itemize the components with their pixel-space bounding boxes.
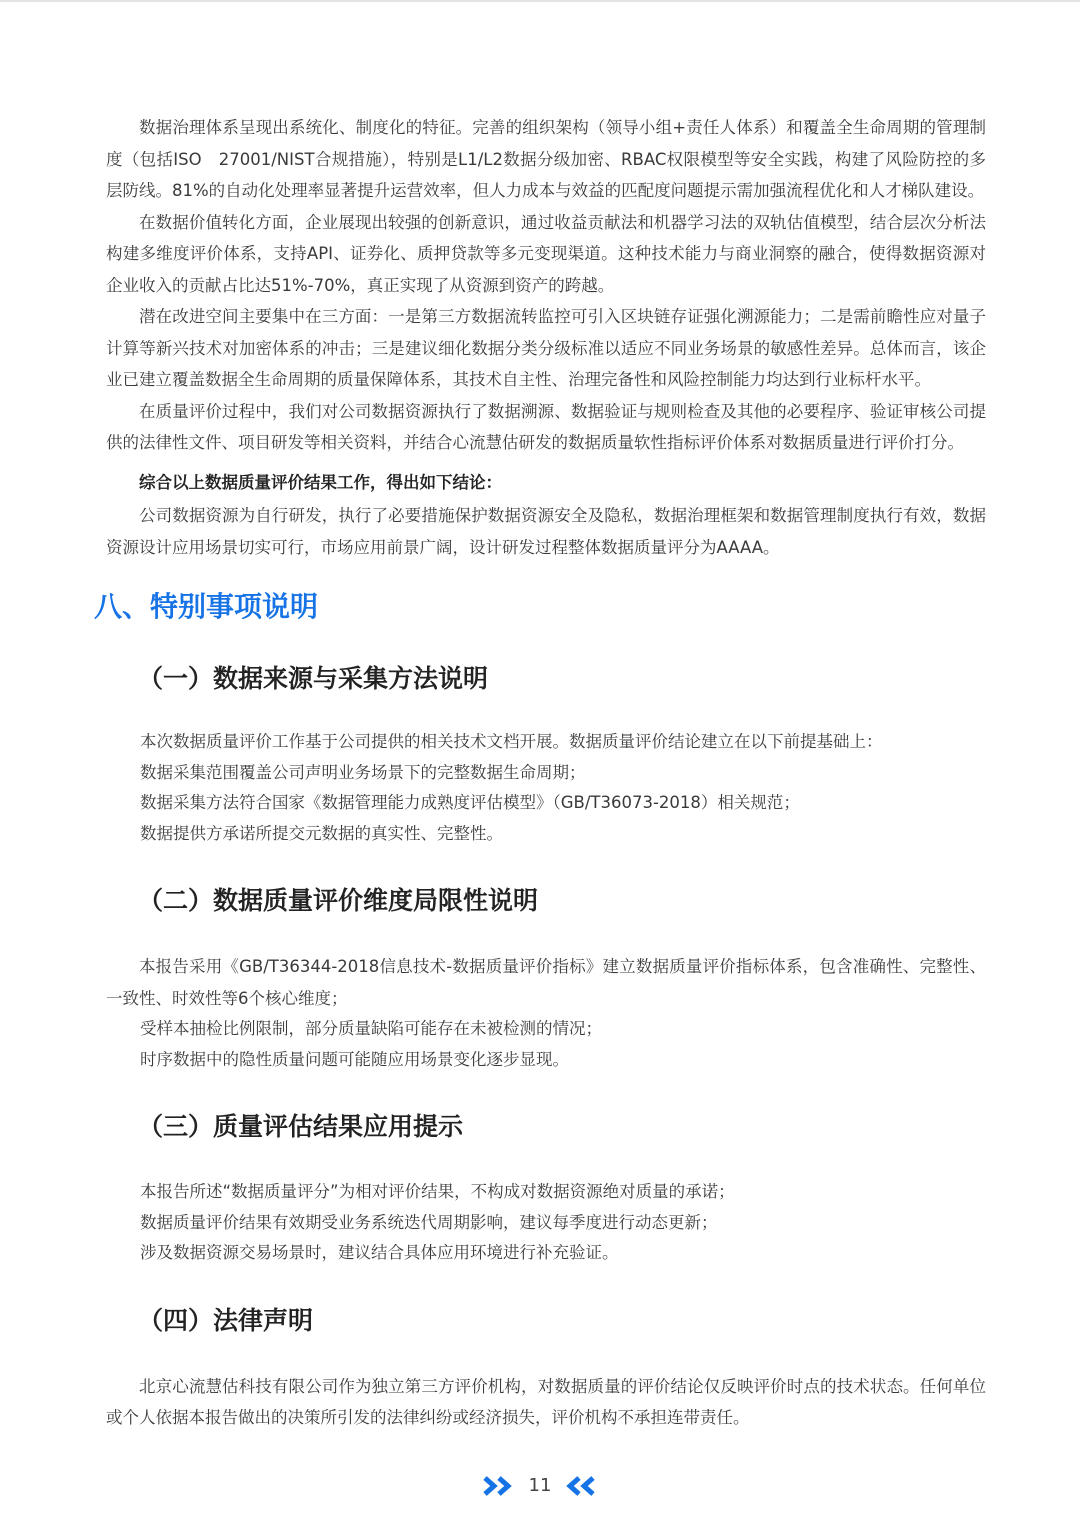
subsection-title-application: （三）质量评估结果应用提示 [138,1112,464,1141]
section-title: 八、特别事项说明 [94,590,319,623]
list-item: 数据采集方法符合国家《数据管理能力成熟度评估模型》（GB/T36073-2018）相关规范； [140,793,800,812]
paragraph-evaluation-process: 在质量评价过程中，我们对公司数据资源执行了数据溯源、数据验证与规则检查及其他的必要程序、验证审核公司提供的法律性文件、项目研发等相关资料，并结合心流慧估研发的数据质量软性指标评价体系对数据质量进行评价打分。 [106,401,986,452]
legal-paragraph: 北京心流慧估科技有限公司作为独立第三方评价机构，对数据质量的评价结论仅反映评价时点的技术状态。任何单位或个人依据本报告做出的决策所引发的法律纠纷或经济损失，评价机构不承担连带责任。 [106,1376,986,1427]
paragraph-improvement: 潜在改进空间主要集中在三方面：一是第三方数据流转监控可引入区块链存证强化溯源能力；二是需前瞻性应对量子计算等新兴技术对加密体系的冲击；三是建议细化数据分类分级标准以适应不同业务场景的敏感性差异。总体而言，该企业已建立覆盖数据全生命周期的质量保障体系，其技术自主性、治理完备性和风险控制能力均达到行业标杆水平。 [106,307,986,389]
list-item: 数据质量评价结果有效期受业务系统迭代周期影响，建议每季度进行动态更新； [140,1212,718,1232]
list-item: 时序数据中的隐性质量问题可能随应用场景变化逐步显现。 [140,1049,569,1069]
subsection-title-legal: （四）法律声明 [138,1305,314,1335]
conclusion-heading: 综合以上数据质量评价结果工作，得出如下结论： [139,472,502,492]
top-border [0,0,1080,2]
page-number: 11 [528,1475,552,1496]
list-item: 涉及数据资源交易场景时，建议结合具体应用环境进行补充验证。 [140,1243,619,1262]
conclusion-text: 公司数据资源为自行研发，执行了必要措施保护数据资源安全及隐私，数据治理框架和数据管理制度执行有效，数据资源设计应用场景切实可行，市场应用前景广阔，设计研发过程整体数据质量评分为AAAA。 [106,506,986,557]
document-body [94,112,986,1434]
subsection-title-limitations: （二）数据质量评价维度局限性说明 [138,886,539,915]
limitations-paragraph: 本报告采用《GB/T36344-2018信息技术-数据质量评价指标》建立数据质量评价指标体系，包含准确性、完整性、一致性、时效性等6个核心维度； [106,957,986,1008]
paragraph-governance: 数据治理体系呈现出系统化、制度化的特征。完善的组织架构（领导小组+责任人体系）和覆盖全生命周期的管理制度（包括ISO 27001/NIST合规措施），特别是L1/L2数据分级加密、RBAC权限模型等安全实践，构建了风险防控的多层防线。81%的自动化处理率显著提升运营效率，但人力成本与效益的匹配度问题提示需加强流程优化和人才梯队建设。 [106,118,986,200]
list-item: 数据提供方承诺所提交元数据的真实性、完整性。 [140,823,503,843]
list-item: 数据采集范围覆盖公司声明业务场景下的完整数据生命周期； [140,762,586,782]
list-item: 本次数据质量评价工作基于公司提供的相关技术文档开展。数据质量评价结论建立在以下前提基础上： [140,732,883,751]
subsection-title-data-source: （一）数据来源与采集方法说明 [138,664,489,693]
double-chevron-left-icon [565,1476,597,1496]
list-item: 受样本抽检比例限制，部分质量缺陷可能存在未被检测的情况； [140,1019,602,1038]
page-footer [0,1472,1080,1500]
paragraph-value-conversion: 在数据价值转化方面，企业展现出较强的创新意识，通过收益贡献法和机器学习法的双轨估值模型，结合层次分析法构建多维度评价体系，支持API、证券化、质押贷款等多元变现渠道。这种技术能力与商业洞察的融合，使得数据资源对企业收入的贡献占比达51%-70%，真正实现了从资源到资产的跨越。 [106,212,986,295]
double-chevron-right-icon [483,1476,515,1496]
list-item: 本报告所述“数据质量评分”为相对评价结果，不构成对数据资源绝对质量的承诺； [140,1182,735,1201]
